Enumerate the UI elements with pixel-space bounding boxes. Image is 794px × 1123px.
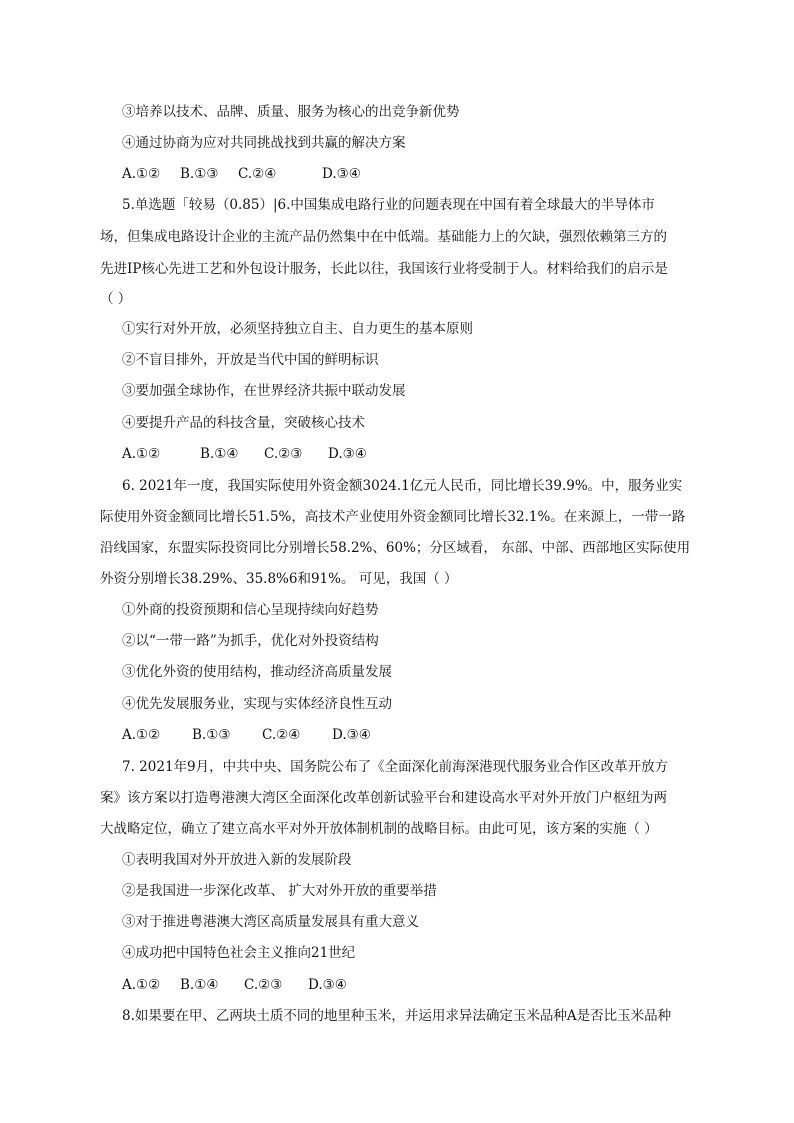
choice-a: A.①② — [122, 727, 161, 743]
q5-stem-line-4: （ ） — [100, 291, 132, 307]
choice-c: C.②③ — [264, 446, 303, 462]
q4-choices — [122, 164, 361, 184]
q6-choices — [122, 725, 371, 745]
choice-b: B.①④ — [200, 446, 239, 462]
q7-option-4: ④成功把中国特色社会主义推向21世纪 — [122, 945, 356, 961]
q5-stem-line-1: 5.单选题「较易（0.85）|6.中国集成电路行业的问题表现在中国有着全球最大的半导体市 — [122, 197, 655, 213]
q6-stem-line-4: 外资分别增长38.29%、35.8%6和91%。 可见，我国（ ） — [100, 571, 458, 587]
choice-d: D.③④ — [322, 166, 361, 182]
choice-a: A.①② — [122, 166, 161, 182]
choice-b: B.①③ — [192, 727, 231, 743]
choice-c: C.②④ — [238, 166, 277, 182]
q5-option-2: ②不盲目排外，开放是当代中国的鲜明标识 — [122, 352, 379, 368]
q4-option-4: ④通过协商为应对共同挑战找到共赢的解决方案 — [122, 135, 406, 151]
q5-option-1: ①实行对外开放，必须坚持独立自主、自力更生的基本原则 — [122, 321, 473, 337]
q7-stem-line-2: 案》该方案以打造粤港澳大湾区全面深化改革创新试验平台和建设高水平对外开放门户枢纽为两 — [100, 790, 667, 806]
q5-option-3: ③要加强全球协作，在世界经济共振中联动发展 — [122, 383, 406, 399]
choice-d: D.③④ — [332, 727, 371, 743]
q7-stem-line-3: 大战略定位，确立了建立高水平对外开放体制机制的战略目标。由此可见，该方案的实施（ ） — [100, 821, 658, 837]
q7-stem-line-1: 7. 2021年9月，中共中央、国务院公布了《全面深化前海深港现代服务业合作区改革开放方 — [122, 759, 669, 775]
q8-stem-line-1: 8.如果要在甲、乙两块土质不同的地里种玉米，并运用求异法确定玉米品种A是否比玉米品种 — [122, 1008, 672, 1024]
q5-option-4: ④要提升产品的科技含量，突破核心技术 — [122, 415, 365, 431]
q6-option-3: ③优化外资的使用结构，推动经济高质量发展 — [122, 664, 392, 680]
choice-d: D.③④ — [328, 446, 367, 462]
q6-option-2: ②以“一带一路”为抓手，优化对外投资结构 — [122, 633, 379, 649]
choice-a: A.①② — [122, 977, 161, 993]
q4-option-3: ③培养以技术、品牌、质量、服务为核心的出竞争新优势 — [122, 104, 460, 120]
q5-stem-line-3: 先进IP核心先进工艺和外包设计服务，长此以往，我国该行业将受制于人。材料给我们的启示是 — [100, 261, 668, 277]
choice-c: C.②③ — [244, 977, 283, 993]
q5-choices — [122, 444, 367, 464]
q7-option-2: ②是我国进一步深化改革、 扩大对外开放的重要举措 — [122, 883, 437, 899]
choice-a: A.①② — [122, 446, 161, 462]
q6-option-4: ④优先发展服务业，实现与实体经济良性互动 — [122, 696, 392, 712]
q6-option-1: ①外商的投资预期和信心呈现持续向好趋势 — [122, 602, 379, 618]
q6-stem-line-3: 沿线国家，东盟实际投资同比分别增长58.2%、60%；分区域看， 东部、中部、西部地区实际使用 — [100, 540, 691, 556]
q7-choices — [122, 975, 347, 995]
q6-stem-line-2: 际使用外资金额同比增长51.5%，高技术产业使用外资金额同比增长32.1%。在来源上，一带一路 — [100, 509, 686, 525]
choice-b: B.①④ — [180, 977, 219, 993]
q7-option-3: ③对于推进粤港澳大湾区高质量发展具有重大意义 — [122, 914, 419, 930]
choice-b: B.①③ — [180, 166, 219, 182]
q5-stem-line-2: 场，但集成电路设计企业的主流产品仍然集中在中低端。基础能力上的欠缺，强烈依赖第三方的 — [100, 229, 667, 245]
choice-c: C.②④ — [262, 727, 301, 743]
choice-d: D.③④ — [308, 977, 347, 993]
q7-option-1: ①表明我国对外开放进入新的发展阶段 — [122, 852, 352, 868]
q6-stem-line-1: 6. 2021年一度，我国实际使用外资金额3024.1亿元人民币，同比增长39.9%。中，服务业实 — [122, 478, 683, 494]
